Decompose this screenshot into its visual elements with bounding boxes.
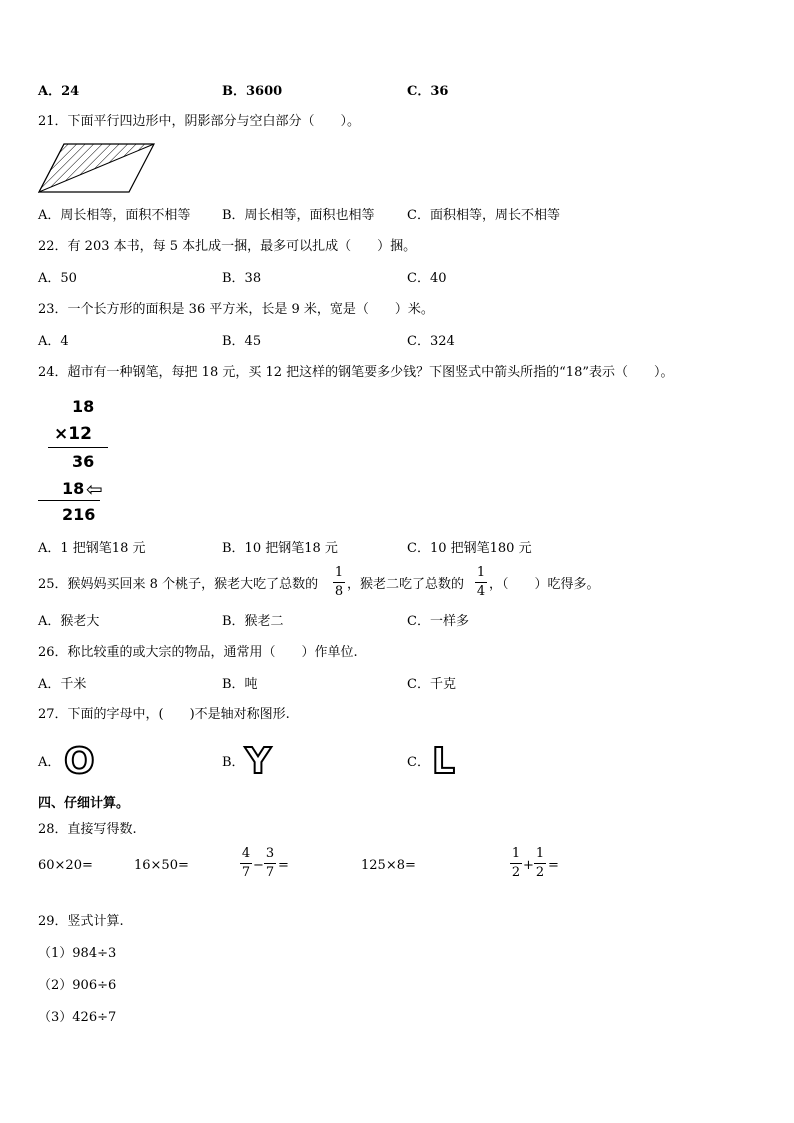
letter-o-figure: O	[64, 741, 95, 782]
q24-option-b: B．10 把钢笔18 元	[222, 541, 338, 556]
q26-option-a: A．千米	[38, 677, 87, 692]
q21-stem: 21．下面平行四边形中，阴影部分与空白部分（ ）。	[38, 114, 361, 129]
q28-expr-1: 60×20=	[38, 858, 93, 873]
fraction-numerator: 1	[511, 846, 521, 861]
fraction-numerator: 4	[241, 846, 251, 861]
q26-stem: 26．称比较重的或大宗的物品，通常用（ ）作单位.	[38, 645, 358, 660]
q29-problem-3: （3）426÷7	[38, 1010, 117, 1025]
q27-option-c: C．	[407, 755, 430, 770]
q29-problem-1: （1）984÷3	[38, 946, 117, 961]
vertical-partial-1: 36	[72, 452, 95, 471]
q25-stem-part1: 25．猴妈妈买回来 8 个桃子，猴老大吃了总数的	[38, 577, 319, 592]
fraction-1	[510, 847, 522, 880]
fraction-2	[534, 847, 546, 880]
shaded-triangle	[39, 144, 154, 192]
q21-option-a: A．周长相等，面积不相等	[38, 208, 191, 223]
vertical-result: 216	[62, 505, 96, 524]
q28-expr-4: 125×8=	[361, 858, 416, 873]
q27-option-b: B．	[222, 755, 245, 770]
fraction-bar	[534, 863, 546, 864]
letter-y-figure: Y	[245, 741, 272, 782]
fraction-numerator: 3	[265, 846, 275, 861]
vertical-line-2	[38, 500, 100, 501]
q23-stem: 23．一个长方形的面积是 36 平方米，长是 9 米，宽是（ ）米。	[38, 302, 434, 317]
q20-option-b: B．3600	[222, 84, 283, 99]
fraction-denominator: 7	[241, 865, 251, 880]
fraction-bar	[475, 582, 487, 583]
q29-problem-2: （2）906÷6	[38, 978, 117, 993]
fraction-numerator: 1	[476, 565, 486, 580]
q25-option-b: B．猴老二	[222, 614, 284, 629]
fraction-2	[264, 847, 276, 880]
q21-option-c: C．面积相等，周长不相等	[407, 208, 560, 223]
fraction-denominator: 8	[334, 584, 344, 599]
fraction-bar	[510, 863, 522, 864]
q23-option-c: C．324	[407, 334, 455, 349]
q21-option-b: B．周长相等，面积也相等	[222, 208, 375, 223]
fraction-bar	[240, 863, 252, 864]
fraction-denominator: 2	[511, 865, 521, 880]
fraction-bar	[333, 582, 345, 583]
fraction-denominator: 4	[476, 584, 486, 599]
section-heading: 四、仔细计算。	[38, 796, 130, 811]
fraction-denominator: 2	[535, 865, 545, 880]
q24-option-c: C．10 把钢笔180 元	[407, 541, 532, 556]
q29-stem: 29．竖式计算.	[38, 914, 124, 929]
fraction-denominator: 7	[265, 865, 275, 880]
fraction-1	[240, 847, 252, 880]
operator: +	[523, 858, 534, 873]
q23-option-a: A．4	[38, 334, 69, 349]
q22-stem: 22．有 203 本书，每 5 本扎成一捆，最多可以扎成（ ）捆。	[38, 239, 417, 254]
fraction-numerator: 1	[535, 846, 545, 861]
q23-option-b: B．45	[222, 334, 262, 349]
q22-option-b: B．38	[222, 271, 262, 286]
q25-stem-part2: ，猴老二吃了总数的	[347, 577, 465, 592]
q24-stem: 24．超市有一种钢笔，每把 18 元，买 12 把这样的钢笔要多少钱？下图竖式中箭头所指的“18”表示（ ）。	[38, 365, 674, 380]
vertical-partial-2: 18	[62, 479, 85, 498]
q20-option-a: A．24	[38, 84, 80, 99]
q22-option-c: C．40	[407, 271, 447, 286]
equals-sign: =	[548, 858, 559, 873]
vertical-multiplier: ×12	[54, 424, 92, 444]
vertical-top-number: 18	[72, 397, 95, 416]
q26-option-c: C．千克	[407, 677, 456, 692]
q25-fraction-1	[333, 566, 345, 599]
q27-stem: 27．下面的字母中，( )不是轴对称图形.	[38, 707, 290, 722]
left-arrow-icon: ⇦	[86, 477, 103, 501]
letter-l-figure: L	[432, 741, 455, 782]
q20-option-c: C．36	[407, 84, 449, 99]
q28-expr-2: 16×50=	[134, 858, 189, 873]
q22-option-a: A．50	[38, 271, 77, 286]
q25-option-c: C．一样多	[407, 614, 469, 629]
equals-sign: =	[278, 858, 289, 873]
vertical-line-1	[48, 447, 108, 448]
q26-option-b: B．吨	[222, 677, 258, 692]
q24-option-a: A．1 把钢笔18 元	[38, 541, 146, 556]
q25-stem-part3: ，（ ）吃得多。	[489, 577, 600, 592]
operator: −	[253, 858, 264, 873]
q25-option-a: A．猴老大	[38, 614, 100, 629]
q27-option-a: A．	[38, 755, 61, 770]
q25-fraction-2	[475, 566, 487, 599]
q21-parallelogram-figure	[36, 142, 158, 194]
fraction-bar	[264, 863, 276, 864]
fraction-numerator: 1	[334, 565, 344, 580]
q28-stem: 28．直接写得数.	[38, 822, 137, 837]
